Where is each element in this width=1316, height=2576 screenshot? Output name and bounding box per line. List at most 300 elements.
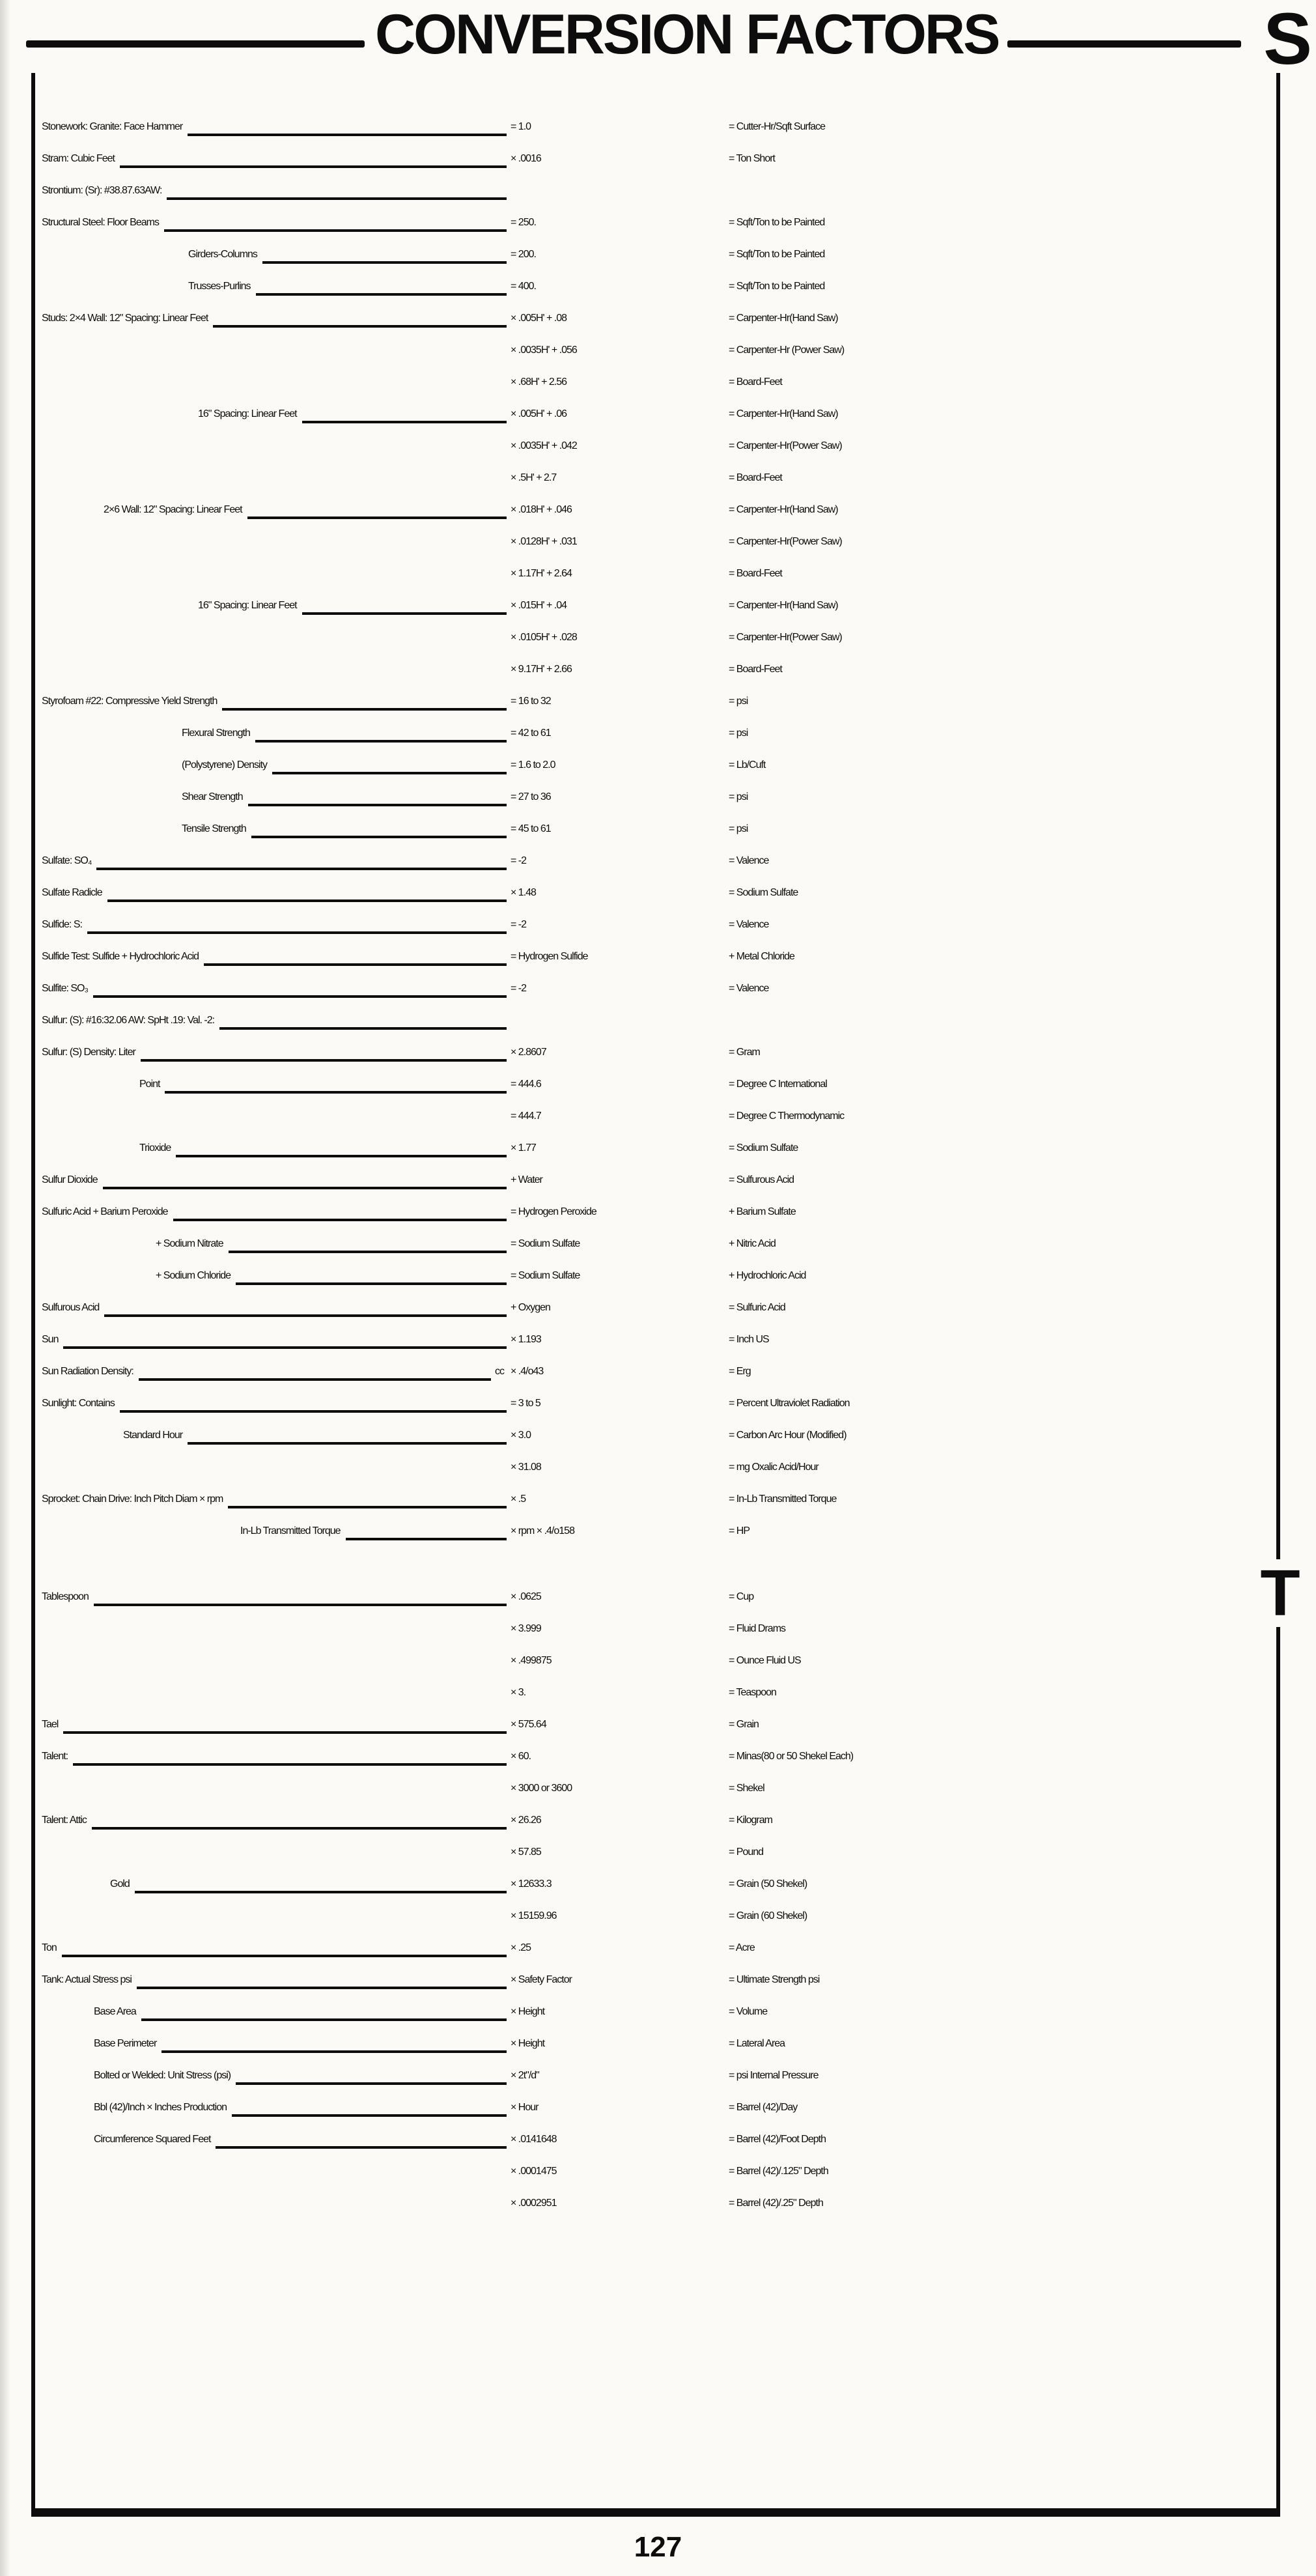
row-label: Styrofoam #22: Compressive Yield Strength <box>42 696 217 707</box>
row-label: Sulfuric Acid + Barium Peroxide <box>42 1206 168 1217</box>
row-label-cell <box>42 1260 511 1292</box>
row-result-unit: = Fluid Drams <box>729 1623 786 1634</box>
row-factor-value: × .018H' + .046 <box>511 504 572 515</box>
row-factor-value: × .005H' + .06 <box>511 408 567 419</box>
row-label: + Sodium Nitrate <box>156 1238 223 1249</box>
row-result-unit: = Inch US <box>729 1334 769 1345</box>
row-label-cell <box>42 175 511 206</box>
page-footer <box>0 2531 1316 2564</box>
row-label: Base Area <box>94 2006 136 2017</box>
table-row <box>42 143 1276 175</box>
table-row <box>42 1196 1276 1228</box>
row-factor-value: = 1.6 to 2.0 <box>511 759 555 771</box>
leader-line <box>96 868 507 870</box>
row-label: 2×6 Wall: 12" Spacing: Linear Feet <box>104 504 242 515</box>
row-label: Point <box>139 1079 160 1090</box>
table-row <box>42 1868 1276 1900</box>
row-factor-value: × .0141648 <box>511 2134 557 2145</box>
table-row <box>42 749 1276 781</box>
row-factor-value <box>511 175 729 206</box>
row-label: Tensile Strength <box>182 823 246 834</box>
row-result-unit: = Sodium Sulfate <box>729 887 798 898</box>
table-row <box>42 111 1276 143</box>
row-label-cell <box>42 398 511 430</box>
table-row <box>42 2028 1276 2059</box>
row-label-cell <box>42 1964 511 1996</box>
row-result-unit: = Sodium Sulfate <box>729 1142 798 1154</box>
table-row <box>42 302 1276 334</box>
leader-line <box>176 1155 507 1157</box>
leader-line <box>346 1538 507 1540</box>
row-result-unit: = In-Lb Transmitted Torque <box>729 1493 837 1505</box>
row-label: Bolted or Welded: Unit Stress (psi) <box>94 2070 231 2081</box>
row-factor-value: × 3. <box>511 1687 526 1698</box>
leader-line <box>236 2082 507 2085</box>
leader-line <box>104 1314 507 1317</box>
table-row <box>42 1645 1276 1677</box>
row-result-unit: = Barrel (42)/Foot Depth <box>729 2134 826 2145</box>
row-label: Trioxide <box>139 1142 171 1154</box>
row-label-cell <box>42 1004 511 1036</box>
row-label-cell <box>42 334 511 366</box>
row-label: Sulfur: (S): #16:32.06 AW: SpHt .19: Val. -2: <box>42 1015 215 1026</box>
row-factor-value: × Height <box>511 2006 545 2017</box>
row-result-unit: + Nitric Acid <box>729 1238 776 1249</box>
row-factor-value: × 2t"/d" <box>511 2070 539 2081</box>
row-result-unit: = Carpenter-Hr(Power Saw) <box>729 632 842 643</box>
table-row <box>42 2155 1276 2187</box>
row-label-cell <box>42 2059 511 2091</box>
row-label-cell <box>42 206 511 238</box>
row-label: Girders-Columns <box>188 249 257 260</box>
row-factor-value: × 1.77 <box>511 1142 536 1154</box>
table-row <box>42 1677 1276 1708</box>
leader-line <box>188 1442 507 1445</box>
table-row <box>42 845 1276 877</box>
table-row <box>42 941 1276 972</box>
row-label: 16" Spacing: Linear Feet <box>198 600 297 611</box>
row-factor-value: × .25 <box>511 1942 531 1953</box>
table-row <box>42 781 1276 813</box>
row-result-unit: = Board-Feet <box>729 568 782 579</box>
row-label-cell <box>42 494 511 526</box>
row-result-unit: = Ounce Fluid US <box>729 1655 801 1666</box>
table-row <box>42 430 1276 462</box>
row-label: Sulfur: (S) Density: Liter <box>42 1047 135 1058</box>
row-label-cell <box>42 1355 511 1387</box>
row-label-cell <box>42 1228 511 1260</box>
row-label: Sulfite: SO₃ <box>42 983 88 994</box>
row-factor-value: = 250. <box>511 217 536 228</box>
row-result-unit: = Board-Feet <box>729 472 782 483</box>
row-label: Structural Steel: Floor Beams <box>42 217 159 228</box>
leader-line <box>216 2146 507 2149</box>
row-factor-value: × 26.26 <box>511 1815 541 1826</box>
table-row <box>42 238 1276 270</box>
leader-line <box>92 1827 507 1830</box>
table-row <box>42 589 1276 621</box>
leader-line <box>302 421 507 423</box>
row-result-unit: = Board-Feet <box>729 664 782 675</box>
leader-line <box>251 836 507 838</box>
row-factor-value: = Sodium Sulfate <box>511 1238 580 1249</box>
row-label: Base Perimeter <box>94 2038 157 2049</box>
row-result-unit: = Board-Feet <box>729 376 782 388</box>
row-result-unit: = psi <box>729 696 748 707</box>
row-label: 16" Spacing: Linear Feet <box>198 408 297 419</box>
table-row <box>42 1581 1276 1613</box>
table-row <box>42 1068 1276 1100</box>
table-row <box>42 1419 1276 1451</box>
row-result-unit: = Sqft/Ton to be Painted <box>729 249 825 260</box>
row-result-unit: = Gram <box>729 1047 760 1058</box>
leader-line <box>204 963 507 966</box>
row-label-cell <box>42 1581 511 1613</box>
row-factor-value: × 3.999 <box>511 1623 541 1634</box>
table-row <box>42 1132 1276 1164</box>
row-result-unit <box>729 1004 1276 1036</box>
row-result-unit: = Sqft/Ton to be Painted <box>729 281 825 292</box>
table-row <box>42 1515 1276 1547</box>
table-row <box>42 462 1276 494</box>
row-result-unit: = Carpenter-Hr(Power Saw) <box>729 536 842 547</box>
leader-line <box>62 1955 507 1957</box>
row-factor-value: × Hour <box>511 2102 539 2113</box>
row-result-unit: = mg Oxalic Acid/Hour <box>729 1462 819 1473</box>
leader-line <box>219 1027 507 1030</box>
row-label: Sprocket: Chain Drive: Inch Pitch Diam × rpm <box>42 1493 223 1505</box>
section-tab-letter-t: T <box>1257 1559 1302 1627</box>
row-result-unit: = Teaspoon <box>729 1687 776 1698</box>
row-label-cell <box>42 1900 511 1932</box>
table-row <box>42 558 1276 589</box>
leader-line <box>229 1251 507 1253</box>
leader-line <box>188 134 507 136</box>
table-row <box>42 685 1276 717</box>
row-factor-value: × 3.0 <box>511 1430 531 1441</box>
row-factor-value: × 31.08 <box>511 1462 541 1473</box>
row-result-unit: = Degree C Thermodynamic <box>729 1111 845 1122</box>
row-result-unit: = Erg <box>729 1366 751 1377</box>
table-row <box>42 1804 1276 1836</box>
row-factor-value: + Water <box>511 1174 542 1185</box>
row-label: Sulfide: S: <box>42 919 82 930</box>
row-label: Ton <box>42 1942 57 1953</box>
row-result-unit: = Valence <box>729 983 769 994</box>
row-label: Flexural Strength <box>182 728 250 739</box>
row-factor-value: × 60. <box>511 1751 531 1762</box>
row-factor-value: = -2 <box>511 855 527 866</box>
row-factor-value: = Hydrogen Peroxide <box>511 1206 596 1217</box>
row-label-cell <box>42 2123 511 2155</box>
row-result-unit: = Lateral Area <box>729 2038 785 2049</box>
table-row <box>42 526 1276 558</box>
row-label-cell <box>42 909 511 941</box>
table-row <box>42 1996 1276 2028</box>
row-factor-value: × rpm × .4/o158 <box>511 1525 574 1536</box>
table-row <box>42 1483 1276 1515</box>
row-result-unit: = Carpenter-Hr(Power Saw) <box>729 440 842 451</box>
row-label-cell <box>42 1613 511 1645</box>
row-label: Strontium: (Sr): #38.87.63AW: <box>42 185 162 196</box>
table-row <box>42 398 1276 430</box>
leader-line <box>94 1604 507 1606</box>
row-label-cell <box>42 813 511 845</box>
row-label: In-Lb Transmitted Torque <box>240 1525 341 1536</box>
table-row <box>42 334 1276 366</box>
row-label-cell <box>42 1483 511 1515</box>
row-factor-value: × .499875 <box>511 1655 552 1666</box>
table-row <box>42 2059 1276 2091</box>
row-label: + Sodium Chloride <box>156 1270 231 1281</box>
row-factor-value: × .68H' + 2.56 <box>511 376 567 388</box>
row-factor-value: × .0002951 <box>511 2198 557 2209</box>
table-row <box>42 1836 1276 1868</box>
table-row <box>42 813 1276 845</box>
row-result-unit: = Carpenter-Hr(Hand Saw) <box>729 408 838 419</box>
row-factor-value: × .0001475 <box>511 2166 557 2177</box>
table-row <box>42 1164 1276 1196</box>
row-factor-value: = -2 <box>511 983 527 994</box>
row-result-unit: = psi <box>729 728 748 739</box>
table-row <box>42 1387 1276 1419</box>
leader-line <box>139 1378 491 1381</box>
row-label-cell <box>42 2091 511 2123</box>
row-label-cell <box>42 1645 511 1677</box>
leader-line <box>247 517 507 519</box>
row-label: Stonework: Granite: Face Hammer <box>42 121 183 132</box>
row-label-cell <box>42 1740 511 1772</box>
row-label-cell <box>42 1068 511 1100</box>
row-label-cell <box>42 1132 511 1164</box>
row-factor-value: = Sodium Sulfate <box>511 1270 580 1281</box>
row-label-cell <box>42 781 511 813</box>
row-result-unit: = psi <box>729 791 748 802</box>
table-row <box>42 270 1276 302</box>
title-rule-left <box>26 40 365 48</box>
row-result-unit: = Barrel (42)/.25" Depth <box>729 2198 823 2209</box>
row-factor-value: × .0016 <box>511 153 541 164</box>
leader-line <box>165 1091 507 1094</box>
table-row <box>42 717 1276 749</box>
table-row <box>42 494 1276 526</box>
row-label-cell <box>42 1164 511 1196</box>
row-label-cell <box>42 845 511 877</box>
leader-line <box>167 197 507 200</box>
row-label-cell <box>42 270 511 302</box>
row-label: Sulfate Radicle <box>42 887 102 898</box>
row-label-cell <box>42 972 511 1004</box>
row-factor-value: × 9.17H' + 2.66 <box>511 664 572 675</box>
row-factor-value: × .015H' + .04 <box>511 600 567 611</box>
table-row <box>42 1900 1276 1932</box>
row-factor-value: × .0105H' + .028 <box>511 632 577 643</box>
page-number: 127 <box>634 2531 682 2563</box>
leader-line <box>63 1731 507 1734</box>
row-result-unit: = Grain (50 Shekel) <box>729 1878 807 1890</box>
table-row <box>42 1036 1276 1068</box>
leader-line <box>63 1346 507 1349</box>
row-label: Sulfide Test: Sulfide + Hydrochloric Acid <box>42 951 199 962</box>
row-label-suffix: cc <box>495 1366 504 1377</box>
table-row <box>42 2187 1276 2219</box>
row-result-unit: = Valence <box>729 855 769 866</box>
row-label-cell <box>42 1868 511 1900</box>
row-factor-value: = 3 to 5 <box>511 1398 540 1409</box>
row-label-cell <box>42 462 511 494</box>
row-factor-value: + Oxygen <box>511 1302 550 1313</box>
row-label-cell <box>42 366 511 398</box>
row-label-cell <box>42 717 511 749</box>
table-row <box>42 1292 1276 1323</box>
table-row <box>42 1613 1276 1645</box>
leader-line <box>107 899 507 902</box>
table-row <box>42 1772 1276 1804</box>
row-label-cell <box>42 1996 511 2028</box>
row-label-cell <box>42 1387 511 1419</box>
row-factor-value: × 1.48 <box>511 887 536 898</box>
row-label: (Polystyrene) Density <box>182 759 268 771</box>
table-row <box>42 1100 1276 1132</box>
row-result-unit: = HP <box>729 1525 750 1536</box>
leader-line <box>141 2018 507 2021</box>
row-label-cell <box>42 238 511 270</box>
row-factor-value: × 1.193 <box>511 1334 541 1345</box>
row-label-cell <box>42 1100 511 1132</box>
row-result-unit: = Carpenter-Hr (Power Saw) <box>729 345 845 356</box>
leader-line <box>222 708 507 711</box>
row-label: Tablespoon <box>42 1591 89 1602</box>
row-label: Circumference Squared Feet <box>94 2134 211 2145</box>
row-label: Tank: Actual Stress psi <box>42 1974 132 1985</box>
row-factor-value: × .0128H' + .031 <box>511 536 577 547</box>
leader-line <box>262 261 507 264</box>
leader-line <box>228 1506 507 1508</box>
row-label-cell <box>42 1515 511 1547</box>
table-row <box>42 2123 1276 2155</box>
leader-line <box>137 1987 507 1989</box>
row-label-cell <box>42 302 511 334</box>
row-label-cell <box>42 1036 511 1068</box>
conversion-table <box>35 73 1276 2219</box>
leader-line <box>164 229 507 232</box>
row-label-cell <box>42 1419 511 1451</box>
row-result-unit: = Ton Short <box>729 153 775 164</box>
row-factor-value: = 1.0 <box>511 121 531 132</box>
row-factor-value: × 1.17H' + 2.64 <box>511 568 572 579</box>
leader-line <box>272 772 507 774</box>
row-result-unit: = Barrel (42)/.125" Depth <box>729 2166 828 2177</box>
row-label-cell <box>42 526 511 558</box>
row-result-unit: = Grain <box>729 1719 759 1730</box>
row-label: Sulfate: SO₄ <box>42 855 92 866</box>
leader-line <box>87 931 507 934</box>
row-factor-value: = -2 <box>511 919 527 930</box>
row-factor-value: = 400. <box>511 281 536 292</box>
conversion-table-frame <box>31 73 1300 2517</box>
row-result-unit: = Carpenter-Hr(Hand Saw) <box>729 313 838 324</box>
row-result-unit: = Barrel (42)/Day <box>729 2102 798 2113</box>
row-result-unit: = Pound <box>729 1847 764 1858</box>
row-factor-value: × .0625 <box>511 1591 541 1602</box>
page-header <box>0 0 1316 79</box>
leader-line <box>236 1282 507 1285</box>
row-factor-value: = 444.6 <box>511 1079 541 1090</box>
row-result-unit: = Percent Ultraviolet Radiation <box>729 1398 850 1409</box>
leader-line <box>255 740 507 743</box>
row-label-cell <box>42 2028 511 2059</box>
row-result-unit: = psi <box>729 823 748 834</box>
row-result-unit: + Barium Sulfate <box>729 1206 796 1217</box>
table-row <box>42 1932 1276 1964</box>
row-result-unit: = Carbon Arc Hour (Modified) <box>729 1430 847 1441</box>
row-factor-value: × .005H' + .08 <box>511 313 567 324</box>
row-label: Sulfur Dioxide <box>42 1174 98 1185</box>
row-result-unit: = Minas(80 or 50 Shekel Each) <box>729 1751 854 1762</box>
row-result-unit: = Sqft/Ton to be Painted <box>729 217 825 228</box>
leader-line <box>232 2114 507 2117</box>
row-factor-value: = 27 to 36 <box>511 791 551 802</box>
row-label-cell <box>42 941 511 972</box>
row-label: Studs: 2×4 Wall: 12" Spacing: Linear Feet <box>42 313 208 324</box>
row-label: Gold <box>110 1878 130 1890</box>
row-factor-value <box>511 1004 729 1036</box>
leader-line <box>120 165 507 168</box>
leader-line <box>141 1059 507 1062</box>
leader-line <box>213 325 507 328</box>
row-label-cell <box>42 685 511 717</box>
row-label-cell <box>42 1451 511 1483</box>
row-result-unit: = Sulfurous Acid <box>729 1174 794 1185</box>
leader-line <box>248 804 507 806</box>
row-factor-value: = 16 to 32 <box>511 696 551 707</box>
table-row <box>42 1708 1276 1740</box>
page-title: CONVERSION FACTORS <box>375 3 999 66</box>
row-result-unit: = Ultimate Strength psi <box>729 1974 820 1985</box>
table-row <box>42 2091 1276 2123</box>
row-factor-value: × .4/o43 <box>511 1366 544 1377</box>
row-result-unit: = Kilogram <box>729 1815 772 1826</box>
row-label: Talent: Attic <box>42 1815 87 1826</box>
row-label: Stram: Cubic Feet <box>42 153 115 164</box>
row-result-unit: = psi Internal Pressure <box>729 2070 819 2081</box>
table-row <box>42 877 1276 909</box>
row-factor-value: × .5H' + 2.7 <box>511 472 557 483</box>
table-row <box>42 206 1276 238</box>
row-label-cell <box>42 1804 511 1836</box>
leader-line <box>93 995 507 998</box>
leader-line <box>73 1763 507 1766</box>
row-result-unit: = Degree C International <box>729 1079 827 1090</box>
row-factor-value: × .5 <box>511 1493 526 1505</box>
row-label-cell <box>42 558 511 589</box>
row-label-cell <box>42 653 511 685</box>
table-row <box>42 366 1276 398</box>
row-factor-value: × 15159.96 <box>511 1910 557 1921</box>
row-label-cell <box>42 1708 511 1740</box>
row-result-unit: = Sulfuric Acid <box>729 1302 785 1313</box>
row-factor-value: × 2.8607 <box>511 1047 546 1058</box>
row-label-cell <box>42 111 511 143</box>
table-row <box>42 972 1276 1004</box>
row-result-unit: = Carpenter-Hr(Hand Saw) <box>729 504 838 515</box>
table-row <box>42 175 1276 206</box>
row-factor-value: × .0035H' + .056 <box>511 345 577 356</box>
row-label-cell <box>42 2155 511 2187</box>
row-label-cell <box>42 749 511 781</box>
row-label-cell <box>42 430 511 462</box>
row-label-cell <box>42 2187 511 2219</box>
